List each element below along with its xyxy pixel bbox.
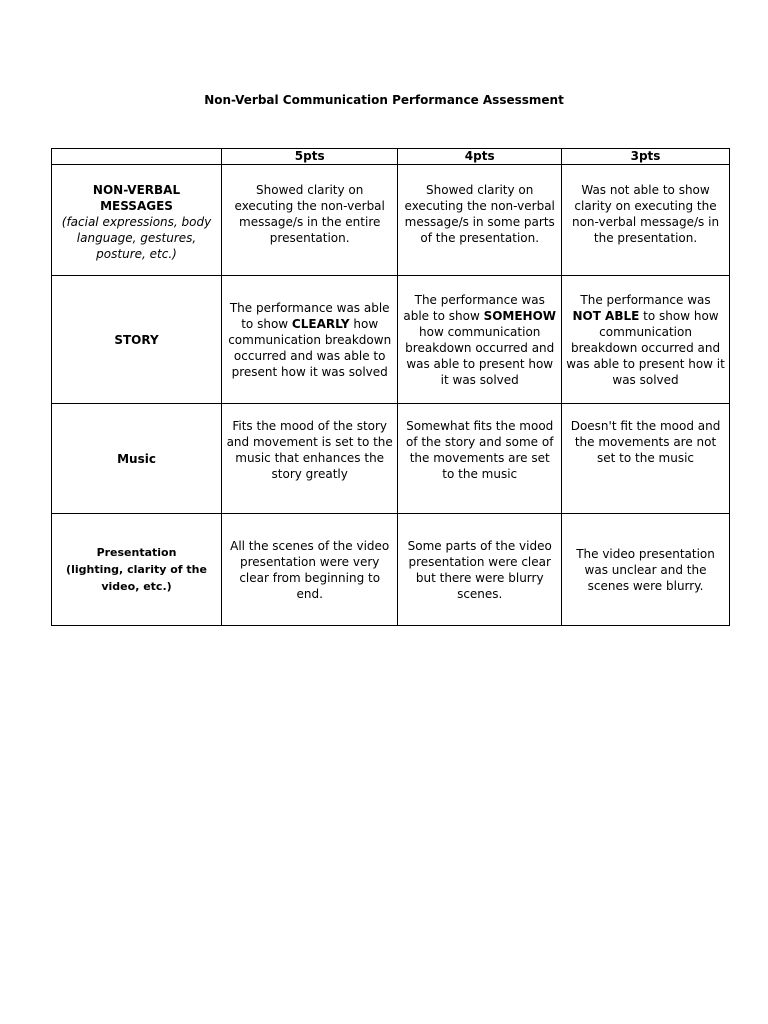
score-3-cell: The video presentation was unclear and the scenes were blurry. [562,514,730,626]
table-header-row [52,149,730,165]
criterion-label: STORY [114,332,159,347]
cell-text: The performance was able to show [229,300,390,331]
criterion-cell [52,404,222,514]
cell-text: to show how communication breakdown occurred and was able to present how it was solved [566,308,725,387]
score-3-cell [562,276,730,404]
header-5pts: 5pts [222,149,398,165]
table-row [52,514,730,626]
score-4-cell: Some parts of the video presentation were clear but there were blurry scenes. [398,514,562,626]
criterion-label: Presentation [96,546,177,559]
criterion-note: (lighting, clarity of the video, etc.) [66,563,207,593]
criterion-note: (facial expressions, body language, gestures, posture, etc.) [61,215,212,261]
score-5-cell: Showed clarity on executing the non-verbal message/s in the entire presentation. [222,165,398,276]
score-5-cell: All the scenes of the video presentation were very clear from beginning to end. [222,514,398,626]
score-4-cell: Showed clarity on executing the non-verbal message/s in some parts of the presentation. [398,165,562,276]
score-5-cell: Fits the mood of the story and movement is set to the music that enhances the story greatly [222,404,398,514]
criterion-label: Music [117,451,156,466]
score-4-cell [398,276,562,404]
header-3pts: 3pts [562,149,730,165]
emphasis-text: SOMEHOW [483,308,557,323]
cell-text: how communication breakdown occurred and was able to present how it was solved [228,316,392,379]
emphasis-text: CLEARLY [291,316,350,331]
cell-text: The performance was able to show [403,292,545,323]
header-blank-cell [52,149,222,165]
emphasis-text: NOT ABLE [572,308,640,323]
table-row [52,404,730,514]
criterion-cell [52,276,222,404]
criterion-label: NON-VERBAL MESSAGES [92,183,181,213]
criterion-cell [52,165,222,276]
table-row [52,165,730,276]
rubric-table [51,148,730,626]
score-3-cell: Was not able to show clarity on executing the non-verbal message/s in the presentation. [562,165,730,276]
cell-text: how communication breakdown occurred and was able to present how it was solved [405,324,555,387]
cell-text: The performance was [580,292,711,307]
page-title: Non-Verbal Communication Performance Assessment [204,93,564,107]
score-4-cell: Somewhat fits the mood of the story and some of the movements are set to the music [398,404,562,514]
score-5-cell [222,276,398,404]
criterion-cell [52,514,222,626]
score-3-cell: Doesn't fit the mood and the movements are not set to the music [562,404,730,514]
table-row [52,276,730,404]
header-4pts: 4pts [398,149,562,165]
